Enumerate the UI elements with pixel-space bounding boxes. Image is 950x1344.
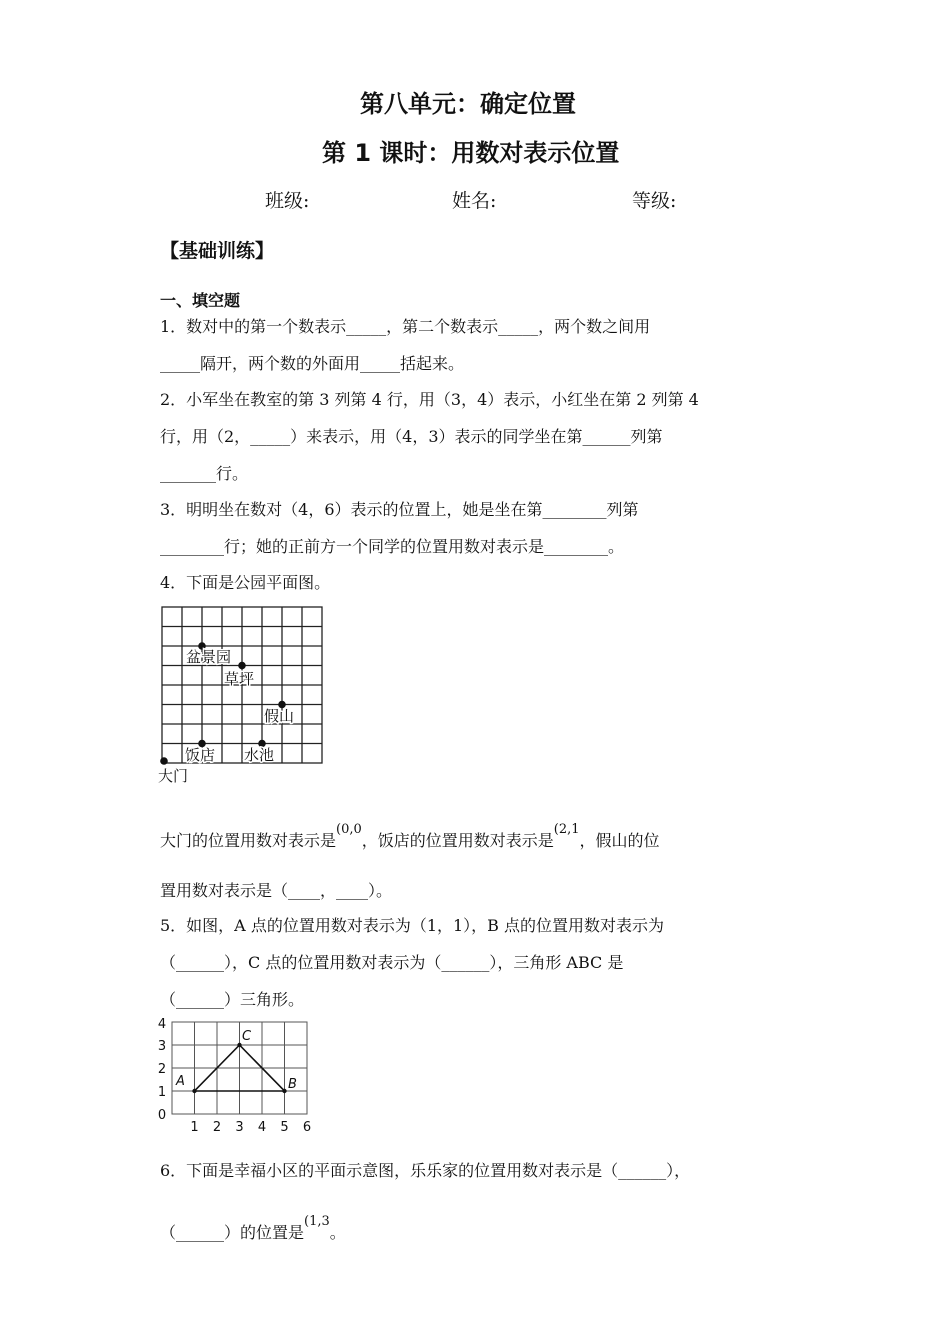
y-tick-2: 2	[157, 1062, 167, 1077]
q4-answer-text3: ，假山的位	[579, 831, 660, 850]
q4-pair-fandian: (2,1	[553, 822, 580, 837]
q4-pair-damen: (0,0	[336, 822, 362, 837]
point-a-dot	[192, 1089, 196, 1093]
q1-line2: _____隔开，两个数的外面用_____括起来。	[160, 354, 465, 373]
x-tick-4: 4	[257, 1120, 267, 1135]
damen-dot	[160, 757, 168, 765]
q6-line1: 6．下面是幸福小区的平面示意图，乐乐家的位置用数对表示是（______），	[160, 1161, 691, 1180]
q3-line2: ________行；她的正前方一个同学的位置用数对表示是________。	[160, 537, 625, 556]
x-tick-1: 1	[190, 1120, 199, 1135]
name-label: 姓名:	[452, 190, 497, 212]
subsection-heading: 一、填空题	[160, 291, 241, 310]
q4-answer-text1: 大门的位置用数对表示是	[160, 831, 337, 850]
point-a-label: A	[176, 1074, 185, 1089]
q6-pair: (1,3	[304, 1214, 330, 1229]
q6-line2-text1: （______）的位置是	[160, 1223, 305, 1242]
q4-answer-line1	[160, 822, 660, 851]
triangle-graph-grid	[172, 1022, 307, 1114]
q4-answer-line2: 置用数对表示是（____，____）。	[160, 881, 393, 900]
q5-line1: 5．如图，A 点的位置用数对表示为（1，1），B 点的位置用数对表示为	[160, 916, 665, 935]
shuichi-label: 水池	[244, 746, 275, 764]
jiashan-label: 假山	[264, 707, 295, 725]
y-tick-4: 4	[157, 1017, 167, 1032]
triangle-graph	[152, 1012, 322, 1138]
caoping-label: 草坪	[224, 670, 255, 688]
x-tick-3: 3	[235, 1120, 244, 1135]
q2-line3: _______行。	[160, 464, 249, 483]
lesson-title: 第 1 课时：用数对表示位置	[322, 139, 620, 167]
q1-line1: 1．数对中的第一个数表示_____，第二个数表示_____，两个数之间用	[160, 317, 651, 336]
q3-line1: 3．明明坐在数对（4，6）表示的位置上，她是坐在第________列第	[160, 500, 639, 519]
y-tick-3: 3	[157, 1039, 167, 1054]
section-heading: 【基础训练】	[160, 240, 275, 262]
damen-label: 大门	[158, 767, 189, 785]
y-tick-1: 1	[157, 1085, 167, 1100]
q6-line2-text2: 。	[329, 1223, 346, 1242]
grade-label: 等级:	[632, 190, 677, 212]
point-c-label: C	[242, 1029, 252, 1044]
q5-line2: （______），C 点的位置用数对表示为（______），三角形 ABC 是	[160, 953, 624, 972]
penjing-label: 盆景园	[186, 648, 232, 666]
x-tick-5: 5	[280, 1120, 289, 1135]
page-title: 第八单元：确定位置	[360, 90, 576, 118]
q6-line2	[160, 1214, 346, 1243]
q4-intro: 4．下面是公园平面图。	[160, 573, 331, 592]
q5-line3: （______）三角形。	[160, 990, 305, 1009]
x-tick-2: 2	[212, 1120, 222, 1135]
q2-line1: 2．小军坐在教室的第 3 列第 4 行，用（3，4）表示，小红坐在第 2 列第 4	[160, 390, 699, 409]
q2-line2: 行，用（2，_____）来表示，用（4，3）表示的同学坐在第______列第	[160, 427, 663, 446]
park-map	[155, 600, 330, 790]
y-tick-0: 0	[157, 1108, 167, 1123]
q4-answer-text2: ，饭店的位置用数对表示是	[361, 831, 554, 850]
point-b-label: B	[288, 1077, 297, 1092]
x-tick-6: 6	[302, 1120, 312, 1135]
point-b-dot	[282, 1089, 286, 1093]
caoping-dot	[238, 662, 246, 670]
fandian-label: 饭店	[185, 746, 216, 764]
class-label: 班级:	[265, 190, 310, 212]
